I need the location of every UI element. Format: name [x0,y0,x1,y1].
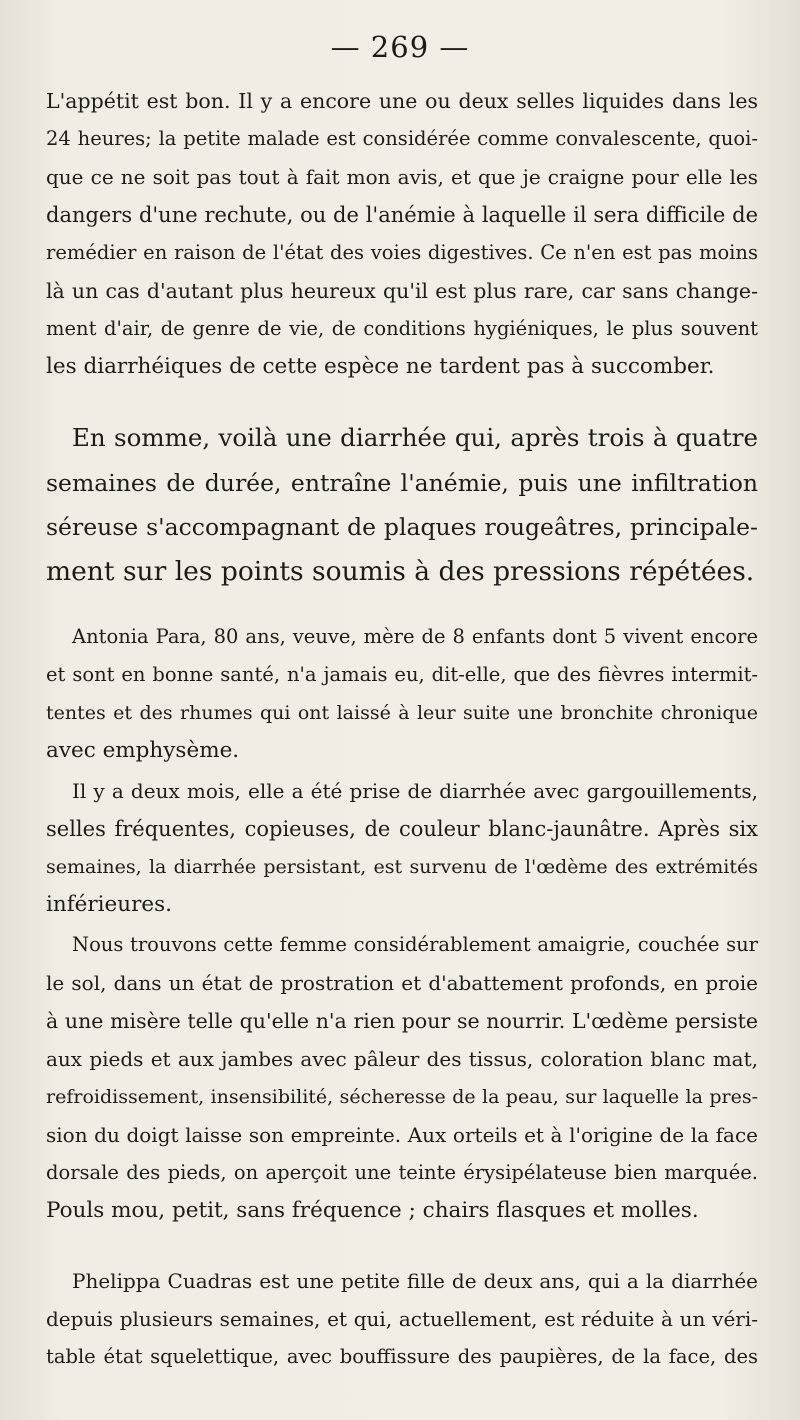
paragraph-nous-trouvons [46,926,758,1230]
text-line: inférieures. [46,892,172,917]
paragraph-summary [46,416,758,594]
text-line: dorsale des pieds, on aperçoit une teinte érysipélateuse bien marquée. [46,1161,758,1184]
text-line: aux pieds et aux jambes avec pâleur des tissus, coloration blanc mat, [46,1047,758,1071]
text-line: que ce ne soit pas tout à fait mon avis, et que je craigne pour elle les [46,165,758,189]
text-line: là un cas d'autant plus heureux qu'il est plus rare, car sans change- [46,279,758,303]
text-line: refroidissement, insensibilité, sécheresse de la peau, sur laquelle la pres- [46,1086,758,1108]
paragraph-appetit [46,82,758,386]
text-line: L'appétit est bon. Il y a encore une ou deux selles liquides dans les [46,89,758,113]
text-line: à une misère telle qu'elle n'a rien pour se nourrir. L'œdème persiste [46,1009,758,1033]
paragraph-phelippa [46,1262,758,1376]
text-line: Phelippa Cuadras est une petite fille de deux ans, qui a la diarrhée [72,1269,758,1293]
text-line: En somme, voilà une diarrhée qui, après trois à quatre [72,423,758,452]
text-line: ment sur les points soumis à des pressions répétées. [46,555,755,587]
text-line: Nous trouvons cette femme considérablement amaigrie, couchée sur [72,933,758,956]
text-line: avec emphysème. [46,738,240,763]
text-line: sion du doigt laisse son empreinte. Aux orteils et à l'origine de la face [46,1123,758,1147]
text-line: remédier en raison de l'état des voies digestives. Ce n'en est pas moins [46,241,758,264]
text-line: ment d'air, de genre de vie, de conditions hygiéniques, le plus souvent [46,317,758,340]
text-line: depuis plusieurs semaines, et qui, actuellement, est réduite à un véri- [46,1307,758,1331]
text-line: séreuse s'accompagnant de plaques rougeâtres, principale- [46,513,758,541]
text-line: les diarrhéiques de cette espèce ne tardent pas à succomber. [46,354,715,379]
text-line: Pouls mou, petit, sans fréquence ; chairs flasques et molles. [46,1198,699,1223]
paragraph-deux-mois [46,772,758,924]
text-line: semaines de durée, entraîne l'anémie, puis une infiltration [46,468,758,497]
text-line: dangers d'une rechute, ou de l'anémie à laquelle il sera difficile de [46,203,758,227]
text-line: tentes et des rhumes qui ont laissé à leur suite une bronchite chronique [46,702,758,724]
text-line: semaines, la diarrhée persistant, est survenu de l'œdème des extrémités [46,856,758,878]
text-line: Il y a deux mois, elle a été prise de diarrhée avec gargouillements, [72,779,758,803]
paragraph-antonia [46,618,758,770]
text-line: selles fréquentes, copieuses, de couleur blanc-jaunâtre. Après six [46,817,758,841]
page-number: — 269 — [330,30,470,64]
text-line: 24 heures; la petite malade est considérée comme convalescente, quoi- [46,127,758,150]
text-line: table état squelettique, avec bouffissure des paupières, de la face, des [46,1345,758,1368]
text-line: et sont en bonne santé, n'a jamais eu, dit-elle, que des fièvres intermit- [46,663,758,686]
text-line: le sol, dans un état de prostration et d'abattement profonds, en proie [46,971,758,995]
text-line: Antonia Para, 80 ans, veuve, mère de 8 enfants dont 5 vivent encore [72,625,758,648]
